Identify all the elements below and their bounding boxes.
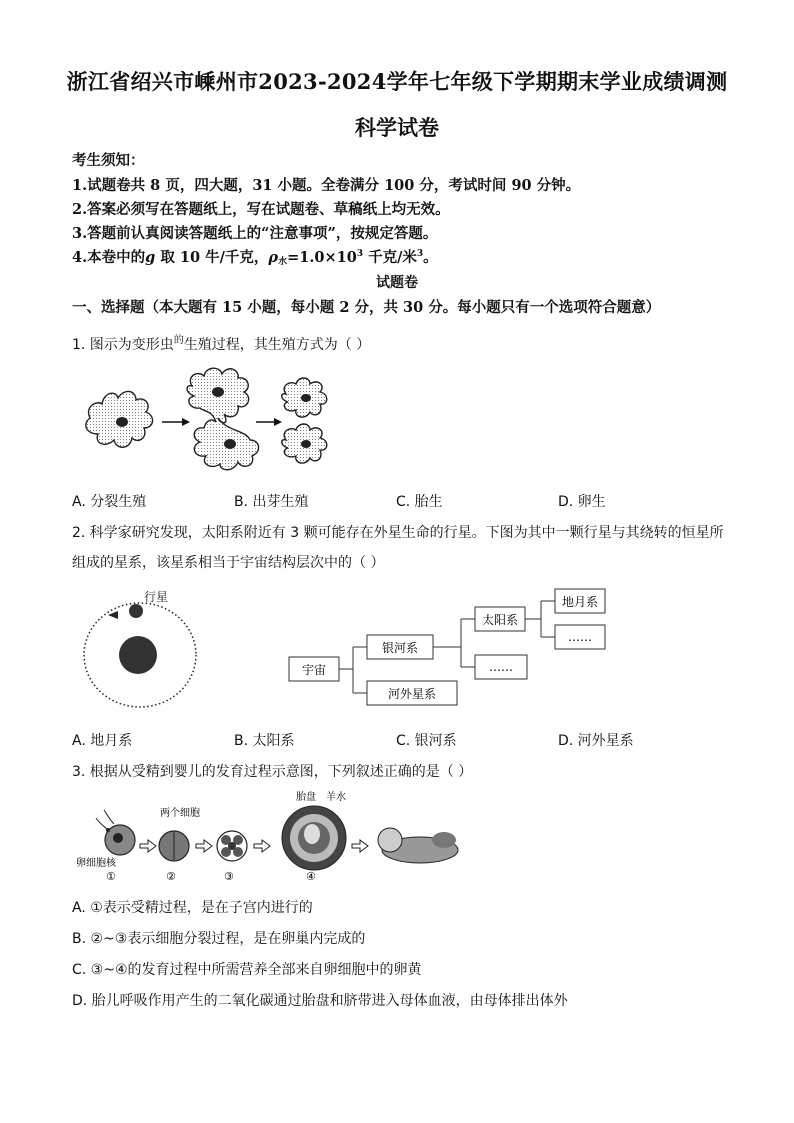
tree-label-dots-1: ……	[489, 660, 513, 674]
label-step-2: ②	[166, 870, 176, 883]
note-item-4-text-a: 4.本卷中的	[72, 249, 146, 266]
q2-stem-line-1: 2. 科学家研究发现，太阳系附近有 3 颗可能存在外星生命的行星。下图为其中一颗行星与其绕转的恒星所	[72, 525, 724, 541]
note-item-4-text-b: 取 10 牛/千克，	[155, 249, 269, 266]
arrow-icon	[140, 840, 156, 852]
q2-option-d[interactable]: D. 河外星系	[558, 733, 634, 749]
paper-label: 试题卷	[376, 275, 418, 291]
planet-orbit-figure	[72, 585, 212, 715]
notes-heading: 考生须知：	[72, 152, 145, 169]
orbit-arrow-icon	[108, 611, 118, 619]
star-icon	[119, 636, 157, 674]
note-item-1: 1.试题卷共 8 页，四大题，31 小题。全卷满分 100 分，考试时间 90 分钟。	[72, 177, 581, 194]
egg-cell-icon	[96, 810, 135, 855]
label-step-3: ③	[224, 870, 234, 883]
tree-label-solar-system: 太阳系	[481, 613, 519, 627]
tree-node-earth-moon	[555, 589, 605, 613]
q2-option-c[interactable]: C. 银河系	[396, 733, 457, 749]
planet-label: 行星	[144, 590, 169, 604]
two-cell-embryo-icon	[159, 831, 189, 861]
label-placenta: 胎盘	[296, 792, 316, 803]
arrow-icon	[256, 418, 282, 426]
amoeba-division-figure	[80, 360, 340, 480]
tree-label-other-galaxies: 河外星系	[387, 687, 437, 701]
q2-stem-line-2: 组成的星系，该星系相当于宇宙结构层次中的（ ）	[72, 555, 385, 571]
tree-node-solar-system	[475, 607, 525, 631]
page-title: 浙江省绍兴市嵊州市2023-2024学年七年级下学期期末学业成绩调测	[66, 69, 728, 94]
note-item-4-g: g	[145, 249, 156, 266]
arrow-icon	[162, 418, 190, 426]
note-item-4-exp: 3	[356, 249, 364, 259]
note-item-4-text-d: 千克/米	[363, 249, 417, 266]
q1-option-c[interactable]: C. 胎生	[396, 494, 443, 510]
note-item-4-text-e: 。	[423, 249, 438, 266]
tree-label-universe: 宇宙	[301, 663, 327, 677]
q2-option-b[interactable]: B. 太阳系	[234, 733, 295, 749]
planet-icon	[129, 604, 143, 618]
tree-node-universe	[289, 657, 339, 681]
q3-stem: 3. 根据从受精到婴儿的发育过程示意图，下列叙述正确的是（ ）	[72, 764, 473, 780]
tree-node-dots-2	[555, 625, 605, 649]
note-item-4-sub: 水	[278, 257, 288, 267]
baby-icon	[378, 828, 458, 863]
q1-option-b[interactable]: B. 出芽生殖	[234, 494, 309, 510]
multi-cell-embryo-icon	[217, 831, 247, 861]
q3-option-a[interactable]: A. ①表示受精过程，是在子宫内进行的	[72, 900, 313, 916]
note-item-4	[72, 246, 438, 267]
q1-option-a[interactable]: A. 分裂生殖	[72, 494, 147, 510]
q3-option-d[interactable]: D. 胎儿呼吸作用产生的二氧化碳通过胎盘和脐带进入母体血液，由母体排出体外	[72, 993, 568, 1009]
tree-label-dots-2: ……	[568, 630, 592, 644]
note-item-4-rho: ρ	[268, 249, 279, 266]
fertilization-development-figure	[74, 788, 464, 884]
tree-label-milky-way: 银河系	[381, 641, 419, 655]
label-two-cells: 两个细胞	[160, 808, 200, 819]
tree-node-other-galaxies	[367, 681, 457, 705]
note-item-3: 3.答题前认真阅读答题纸上的“注意事项”，按规定答题。	[72, 225, 438, 242]
arrow-icon	[352, 840, 368, 852]
note-item-2: 2.答案必须写在答题纸上，写在试题卷、草稿纸上均无效。	[72, 201, 450, 218]
label-egg-nucleus: 卵细胞核	[76, 858, 116, 869]
q3-option-c[interactable]: C. ③~④的发育过程中所需营养全部来自卵细胞中的卵黄	[72, 962, 422, 978]
fetus-in-uterus-icon	[282, 806, 346, 870]
label-amniotic-fluid: 羊水	[326, 792, 346, 803]
arrow-icon	[254, 840, 270, 852]
q1-stem-a: 1. 图示为变形虫	[72, 337, 174, 353]
note-item-4-text-c: =1.0×10	[287, 249, 357, 266]
note-item-4-exp2: 3	[416, 249, 424, 259]
universe-hierarchy-diagram	[285, 585, 615, 715]
label-step-1: ①	[106, 870, 116, 883]
q1-stem-b: 生殖过程，其生殖方式为（ ）	[183, 337, 371, 353]
amoeba-daughter-1-icon	[282, 378, 327, 417]
amoeba-dividing-icon	[187, 368, 259, 470]
q1-stem	[72, 331, 370, 354]
q1-option-d[interactable]: D. 卵生	[558, 494, 606, 510]
amoeba-parent-icon	[86, 391, 153, 447]
q2-option-a[interactable]: A. 地月系	[72, 733, 133, 749]
tree-label-earth-moon: 地月系	[561, 595, 599, 609]
section-1-heading: 一、选择题（本大题有 15 小题，每小题 2 分，共 30 分。每小题只有一个选项符合题意）	[72, 299, 661, 316]
page-subtitle: 科学试卷	[355, 115, 439, 140]
tree-node-milky-way	[367, 635, 433, 659]
q1-stem-sup: 的	[173, 335, 184, 346]
q3-option-b[interactable]: B. ②~③表示细胞分裂过程，是在卵巢内完成的	[72, 931, 366, 947]
amoeba-daughter-2-icon	[282, 424, 327, 463]
arrow-icon	[196, 840, 212, 852]
tree-node-dots-1	[475, 655, 527, 679]
label-step-4: ④	[306, 870, 316, 883]
